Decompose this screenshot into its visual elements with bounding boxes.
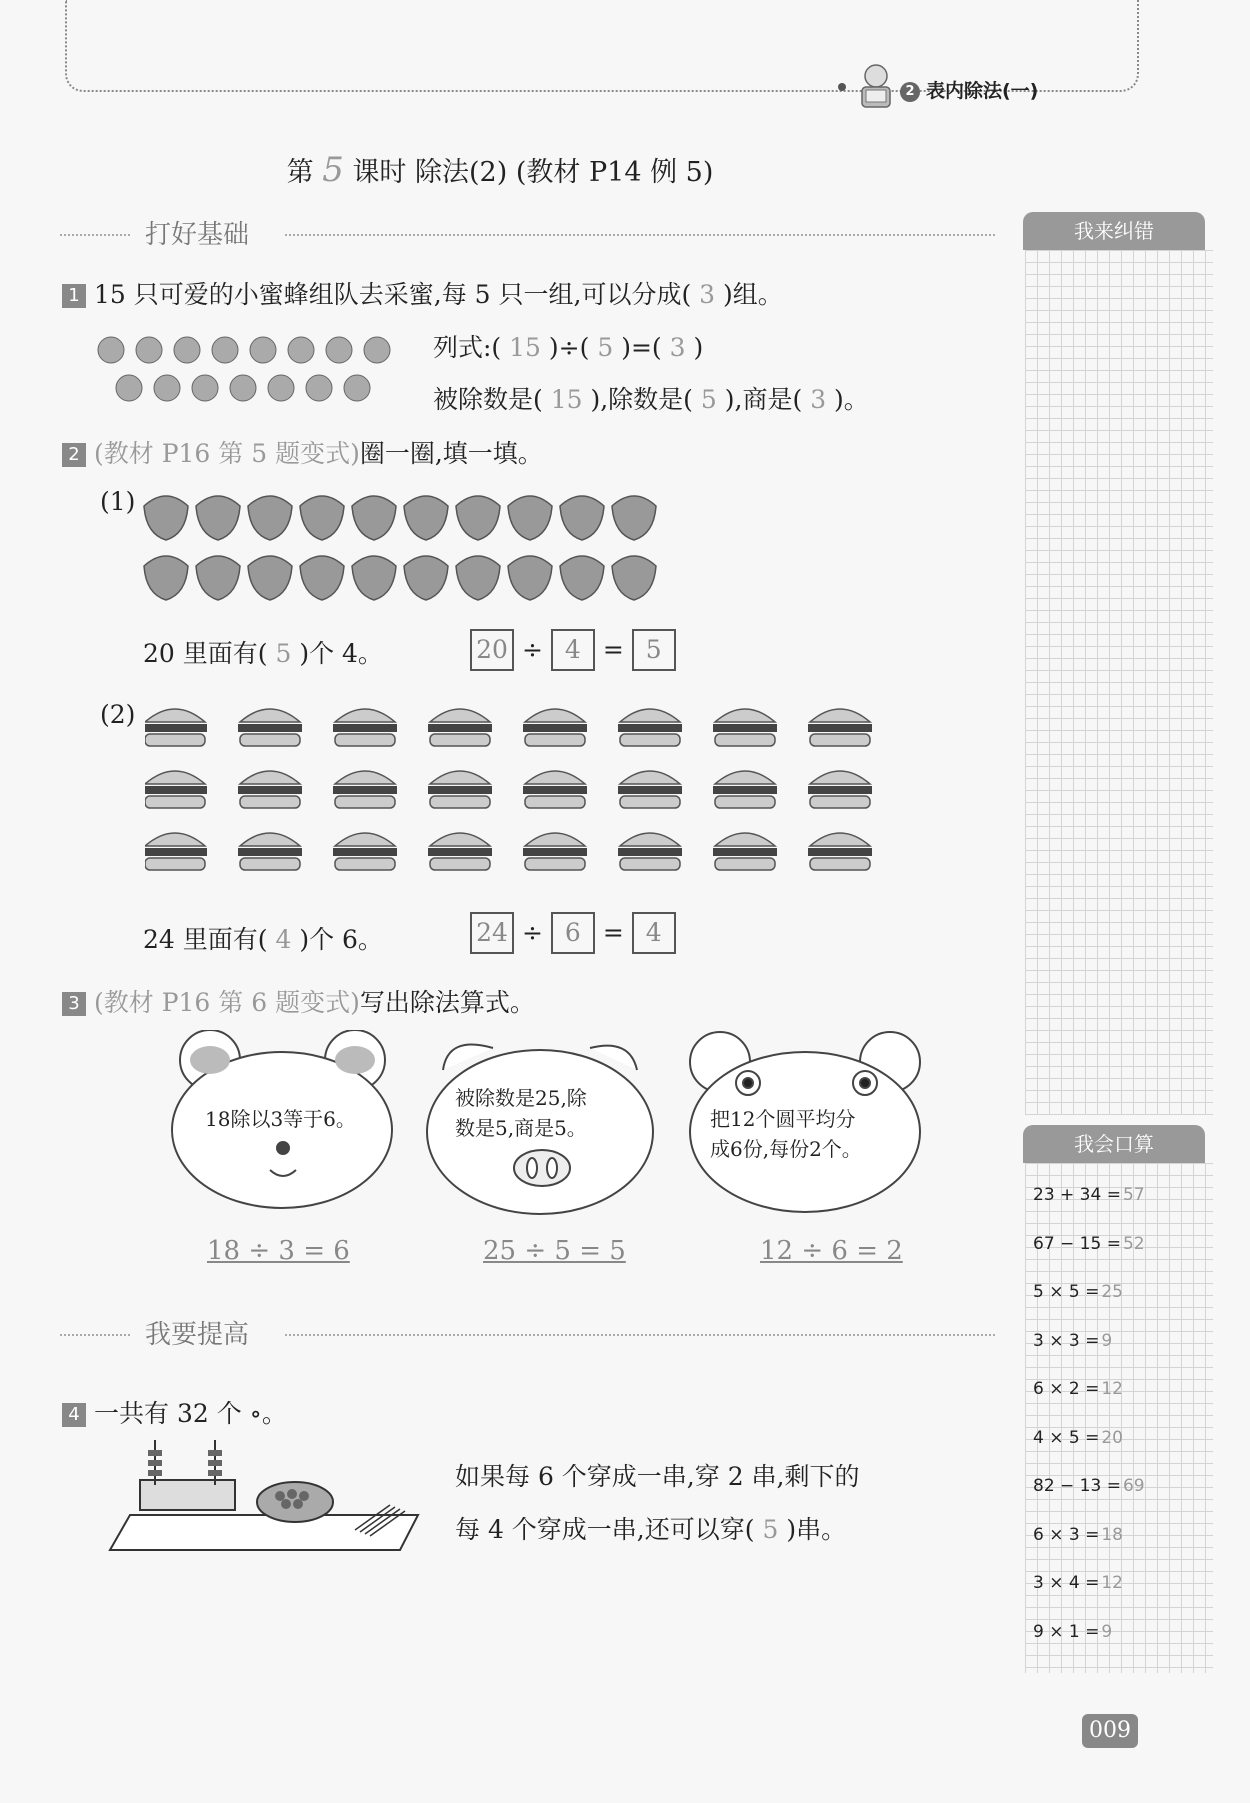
oral-calc-item: 23 + 34 = 57 — [1033, 1185, 1145, 1205]
oral-calc-item: 3 × 3 = 9 — [1033, 1330, 1113, 1351]
bubble-bear-text: 18除以3等于6。 — [205, 1107, 356, 1131]
chapter-label: 2 表内除法(一) — [900, 76, 1038, 103]
q2-part2-label: (2) — [100, 700, 136, 729]
bubble-pig-text: 被除数是25,除 数是5,商是5。 — [455, 1086, 587, 1140]
oral-calc-item: 3 × 4 = 12 — [1033, 1573, 1123, 1593]
oral-calc-item: 5 × 5 = 25 — [1033, 1282, 1123, 1302]
q3-text: 3 (教材 P16 第 6 题变式)写出除法算式。 — [62, 983, 535, 1019]
q1-text: 1 15 只可爱的小蜜蜂组队去采蜜,每 5 只一组,可以分成( 3 )组。 — [62, 275, 783, 311]
q3-answer-3: 12 ÷ 6 = 2 — [760, 1236, 903, 1266]
strawberries-illustration — [140, 484, 670, 604]
sidebar-correct-header: 我来纠错 — [1023, 212, 1205, 250]
q4-line2: 每 4 个穿成一串,还可以穿( 5 )串。 — [455, 1515, 847, 1544]
page-number: 009 — [1082, 1714, 1138, 1748]
oral-calc-item: 6 × 3 = 18 — [1033, 1524, 1123, 1545]
section-improve — [60, 1314, 995, 1354]
q2-part2-answer: 24 里面有( 4 )个 6。 — [143, 925, 383, 954]
q4-text: 4 一共有 32 个 ∘。 — [62, 1394, 287, 1430]
dot-icon — [835, 82, 849, 92]
oral-calc-item: 82 − 13 = 69 — [1033, 1476, 1145, 1496]
oral-calc-item: 4 × 5 = 20 — [1033, 1427, 1123, 1448]
burgers-illustration — [145, 700, 885, 885]
oral-calc-item: 67 − 15 = 52 — [1033, 1233, 1145, 1254]
q2-text: 2 (教材 P16 第 5 题变式)圈一圈,填一填。 — [62, 434, 543, 470]
lesson-title: 第 5 课时 除法(2) (教材 P14 例 5) — [286, 150, 714, 190]
q1-parts: 被除数是( 15 ),除数是( 5 ),商是( 3 )。 — [433, 385, 869, 414]
q4-line1: 如果每 6 个穿成一串,穿 2 串,剩下的 — [455, 1462, 860, 1491]
q2-part1-answer: 20 里面有( 5 )个 4。 — [143, 639, 383, 668]
q3-answer-1: 18 ÷ 3 = 6 — [207, 1236, 350, 1266]
q1-formula: 列式:( 15 )÷( 5 )=( 3 ) — [433, 333, 704, 362]
section-improve-label: 我要提高 — [145, 1320, 250, 1350]
section-basic-label: 打好基础 — [145, 220, 250, 250]
oral-calc-item: 9 × 1 = 9 — [1033, 1621, 1113, 1642]
sidebar-oral-header: 我会口算 — [1023, 1125, 1205, 1163]
correction-grid[interactable] — [1025, 250, 1213, 1115]
bee-group-illustration — [95, 332, 415, 408]
oral-calc-item: 6 × 2 = 12 — [1033, 1379, 1123, 1399]
q2-part2-equation: 24 ÷ 6 = 4 — [470, 912, 676, 954]
section-basic — [60, 214, 995, 254]
bubble-third-text: 把12个圆平均分 成6份,每份2个。 — [710, 1107, 862, 1161]
q3-answer-2: 25 ÷ 5 = 5 — [483, 1236, 626, 1266]
q2-part1-equation: 20 ÷ 4 = 5 — [470, 629, 676, 671]
boy-reading-icon — [856, 60, 896, 112]
q2-part1-label: (1) — [100, 487, 136, 516]
abacus-beads-illustration — [100, 1440, 425, 1555]
